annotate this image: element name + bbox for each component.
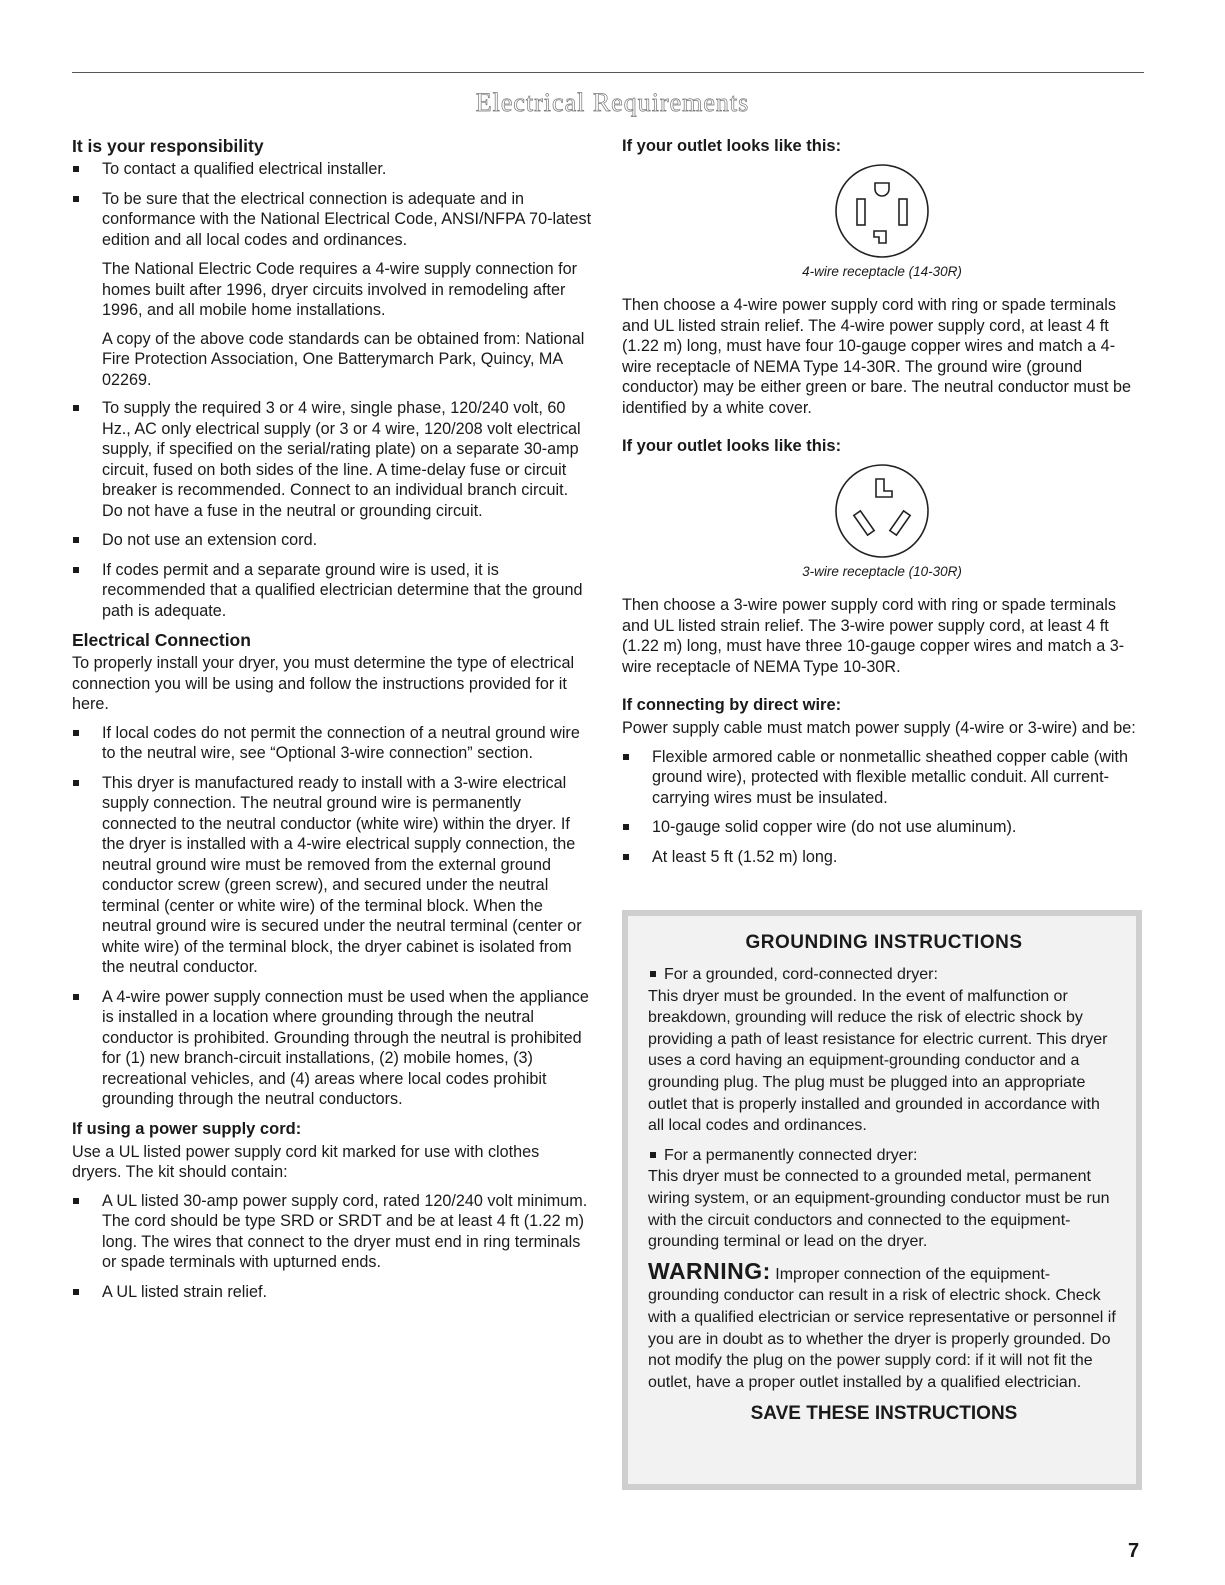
list-item: A UL listed strain relief. <box>72 1282 592 1303</box>
bullet-icon <box>650 1152 656 1158</box>
page-title: Electrical Requirements <box>475 88 750 117</box>
bullet-icon <box>73 730 79 736</box>
nec-paragraph: The National Electric Code requires a 4-wire supply connection for homes built after 1996, dryer circuits involved in remodeling after 1996, and all mobile home installations. <box>102 260 578 319</box>
list-item: This dryer is manufactured ready to install with a 3-wire electrical supply connection. The neutral ground wire is permanently connected to the neutral conductor (white wire) within the dryer. If the dryer is installed with a 4-wire electrical supply connection, the neutral ground wire must be removed from the external ground conductor screw (green screw), and secured under the neutral terminal (center or white wire) of the terminal block. When the neutral ground wire is secured under the neutral terminal (center or white wire) of the terminal block, the dryer cabinet is isolated from the neutral conductor. <box>72 773 592 978</box>
grounding-title: GROUNDING INSTRUCTIONS <box>745 932 1023 953</box>
outlet-heading-4wire: If your outlet looks like this: <box>622 137 842 155</box>
list-item: To contact a qualified electrical installer. <box>72 159 592 180</box>
outlet-heading-3wire: If your outlet looks like this: <box>622 437 842 455</box>
list-item: 10-gauge solid copper wire (do not use aluminum). <box>622 817 1142 838</box>
bullet-icon <box>73 1198 79 1204</box>
4-wire-receptacle-icon <box>832 161 932 261</box>
3-wire-receptacle-icon <box>832 461 932 561</box>
list-item: If local codes do not permit the connection of a neutral ground wire to the neutral wire, see “Optional 3-wire connection” section. <box>72 723 592 764</box>
grounding-item-cord: For a grounded, cord-connected dryer: <box>648 964 1120 986</box>
bullet-icon <box>73 537 79 543</box>
cord-heading: If using a power supply cord: <box>72 1119 302 1138</box>
paragraph-4wire: Then choose a 4-wire power supply cord with ring or spade terminals and UL listed strain relief. The 4-wire power supply cord, at least 4 ft (1.22 m) long, must have four 10-gauge copper wires and match a 4-wire receptacle of NEMA Type 14-30R. The ground wire (ground conductor) may be either green or bare. The neutral conductor must be identified by a white cover. <box>622 296 1131 417</box>
bullet-icon <box>73 166 79 172</box>
grounding-instructions-box <box>622 910 1142 1490</box>
bullet-icon <box>650 971 656 977</box>
bullet-icon <box>73 567 79 573</box>
receptacle-caption-3wire: 3-wire receptacle (10-30R) <box>802 564 962 579</box>
cord-paragraph: Use a UL listed power supply cord kit marked for use with clothes dryers. The kit should contain: <box>72 1142 540 1181</box>
bullet-icon <box>623 824 629 830</box>
copy-paragraph: A copy of the above code standards can be obtained from: National Fire Protection Association, One Batterymarch Park, Quincy, MA 02269. <box>102 329 585 389</box>
direct-wire-heading: If connecting by direct wire: <box>622 696 842 714</box>
warning-text: Improper connection of the equipment-grounding conductor can result in a risk of electric shock. Check with a qualified electrician or service representative or personnel if you are in doubt as to whether the dryer is properly grounded. Do not modify the plug on the power supply cord: if it will not fit the outlet, have a proper outlet installed by a qualified electrician. <box>648 1265 1116 1391</box>
bullet-icon <box>623 854 629 860</box>
page-number: 7 <box>1128 1540 1140 1562</box>
paragraph-3wire: Then choose a 3-wire power supply cord with ring or spade terminals and UL listed strain relief. The 3-wire power supply cord, at least 4 ft (1.22 m) long, must have three 10-gauge copper wires and match a 3-wire receptacle of NEMA Type 10-30R. <box>622 596 1125 676</box>
bullet-icon <box>73 994 79 1000</box>
right-column <box>622 136 1142 876</box>
direct-wire-paragraph: Power supply cable must match power supply (4-wire or 3-wire) and be: <box>622 719 1136 737</box>
top-rule <box>72 72 1144 73</box>
list-item: At least 5 ft (1.52 m) long. <box>622 847 1142 868</box>
bullet-icon <box>623 754 629 760</box>
list-item: Flexible armored cable or nonmetallic sheathed copper cable (with ground wire), protected with flexible metallic conduit. All current-carrying wires must be insulated. <box>622 747 1142 809</box>
warning-block <box>648 1257 1120 1394</box>
list-item: If codes permit and a separate ground wire is used, it is recommended that a qualified electrician determine that the ground path is adequate. <box>72 560 592 622</box>
grounding-text-permanent: This dryer must be connected to a grounded metal, permanent wiring system, or an equipment-grounding conductor must be run with the circuit conductors and connected to the equipment-grounding terminal or lead on the dryer. <box>648 1168 1110 1251</box>
receptacle-caption-4wire: 4-wire receptacle (14-30R) <box>802 264 962 279</box>
responsibility-heading: It is your responsibility <box>72 136 264 156</box>
save-instructions: SAVE THESE INSTRUCTIONS <box>750 1403 1018 1425</box>
connection-heading: Electrical Connection <box>72 630 251 650</box>
list-item: Do not use an extension cord. <box>72 530 592 551</box>
list-item: A 4-wire power supply connection must be used when the appliance is installed in a location where grounding through the neutral conductor is prohibited. Grounding through the neutral is prohibited for (1) new branch-circuit installations, (2) mobile homes, (3) recreational vehicles, and (4) areas where local codes prohibit grounding through the neutral conductors. <box>72 987 592 1110</box>
connection-paragraph: To properly install your dryer, you must determine the type of electrical connection you will be using and follow the instructions provided for it here. <box>72 654 575 713</box>
bullet-icon <box>73 780 79 786</box>
bullet-icon <box>73 1289 79 1295</box>
list-item: To be sure that the electrical connection is adequate and in conformance with the National Electrical Code, ANSI/NFPA 70-latest edition and all local codes and ordinances. <box>72 189 592 251</box>
warning-label: WARNING: <box>648 1257 771 1284</box>
left-column <box>72 136 592 1311</box>
grounding-text-cord: This dryer must be grounded. In the event of malfunction or breakdown, grounding will reduce the risk of electric shock by providing a path of least resistance for electric current. This dryer uses a cord having an equipment-grounding conductor and a grounding plug. The plug must be plugged into an appropriate outlet that is properly installed and grounded in accordance with all local codes and ordinances. <box>648 987 1108 1135</box>
bullet-icon <box>73 405 79 411</box>
list-item: A UL listed 30-amp power supply cord, rated 120/240 volt minimum. The cord should be type SRD or SRDT and be at least 4 ft (1.22 m) long. The wires that connect to the dryer must end in ring terminals or spade terminals with upturned ends. <box>72 1191 592 1273</box>
list-item: To supply the required 3 or 4 wire, single phase, 120/240 volt, 60 Hz., AC only electrical supply (or 3 or 4 wire, 120/208 volt electrical supply, if specified on the serial/rating plate) on a separate 30-amp circuit, fused on both sides of the line. A time-delay fuse or circuit breaker is recommended. Connect to an individual branch circuit. Do not have a fuse in the neutral or grounding circuit. <box>72 398 592 521</box>
grounding-item-permanent: For a permanently connected dryer: <box>648 1145 1120 1167</box>
bullet-icon <box>73 196 79 202</box>
